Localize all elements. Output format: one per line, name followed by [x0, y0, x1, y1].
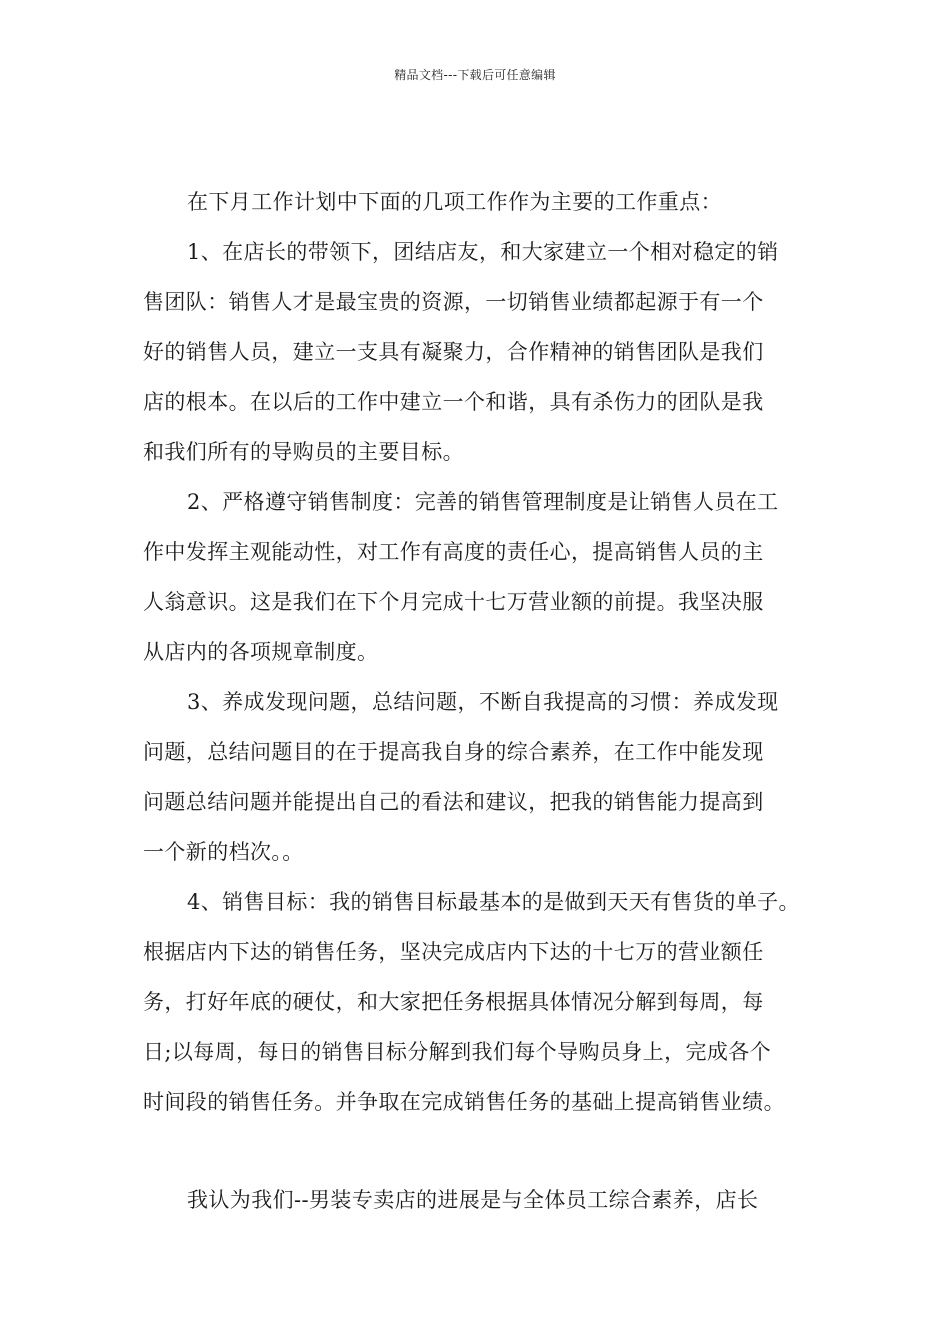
paragraph-2-line: 人翁意识。这是我们在下个月完成十七万营业额的前提。我坚决服: [143, 590, 764, 614]
paragraph-3-line: 问题总结问题并能提出自己的看法和建议，把我的销售能力提高到: [143, 790, 764, 814]
paragraph-gap: [143, 1127, 828, 1175]
paragraph-5-line: 我认为我们--男装专卖店的进展是与全体员工综合素养，店长: [187, 1188, 759, 1212]
paragraph-3-line: 3、养成发现问题，总结问题，不断自我提高的习惯：养成发现: [187, 690, 779, 714]
page-header: 精品文档---下载后可任意编辑: [394, 68, 556, 82]
paragraph-1-line: 店的根本。在以后的工作中建立一个和谐，具有杀伤力的团队是我: [143, 390, 764, 414]
paragraph-1-line: 售团队：销售人才是最宝贵的资源，一切销售业绩都起源于有一个: [143, 290, 764, 314]
paragraph-1-line: 和我们所有的导购员的主要目标。: [143, 440, 464, 464]
paragraph-intro-line: 在下月工作计划中下面的几项工作作为主要的工作重点：: [187, 190, 722, 214]
paragraph-1-line: 1、在店长的带领下，团结店友，和大家建立一个相对稳定的销: [187, 240, 779, 264]
document-body: [143, 177, 828, 1225]
paragraph-3-line: 一个新的档次。。: [143, 840, 304, 864]
paragraph-2-line: 作中发挥主观能动性，对工作有高度的责任心，提高销售人员的主: [143, 540, 764, 564]
paragraph-3-line: 问题，总结问题目的在于提高我自身的综合素养，在工作中能发现: [143, 740, 764, 764]
paragraph-4-line: 时间段的销售任务。并争取在完成销售任务的基础上提高销售业绩。: [143, 1090, 785, 1114]
paragraph-4-line: 日;以每周，每日的销售目标分解到我们每个导购员身上，完成各个: [143, 1040, 772, 1064]
paragraph-4-line: 根据店内下达的销售任务，坚决完成店内下达的十七万的营业额任: [143, 940, 764, 964]
paragraph-4-line: 4、销售目标：我的销售目标最基本的是做到天天有售货的单子。: [187, 890, 800, 914]
paragraph-2-line: 从店内的各项规章制度。: [143, 640, 379, 664]
paragraph-4-line: 务，打好年底的硬仗，和大家把任务根据具体情况分解到每周，每: [143, 990, 764, 1014]
paragraph-1-line: 好的销售人员，建立一支具有凝聚力，合作精神的销售团队是我们: [143, 340, 764, 364]
paragraph-2-line: 2、严格遵守销售制度：完善的销售管理制度是让销售人员在工: [187, 490, 779, 514]
